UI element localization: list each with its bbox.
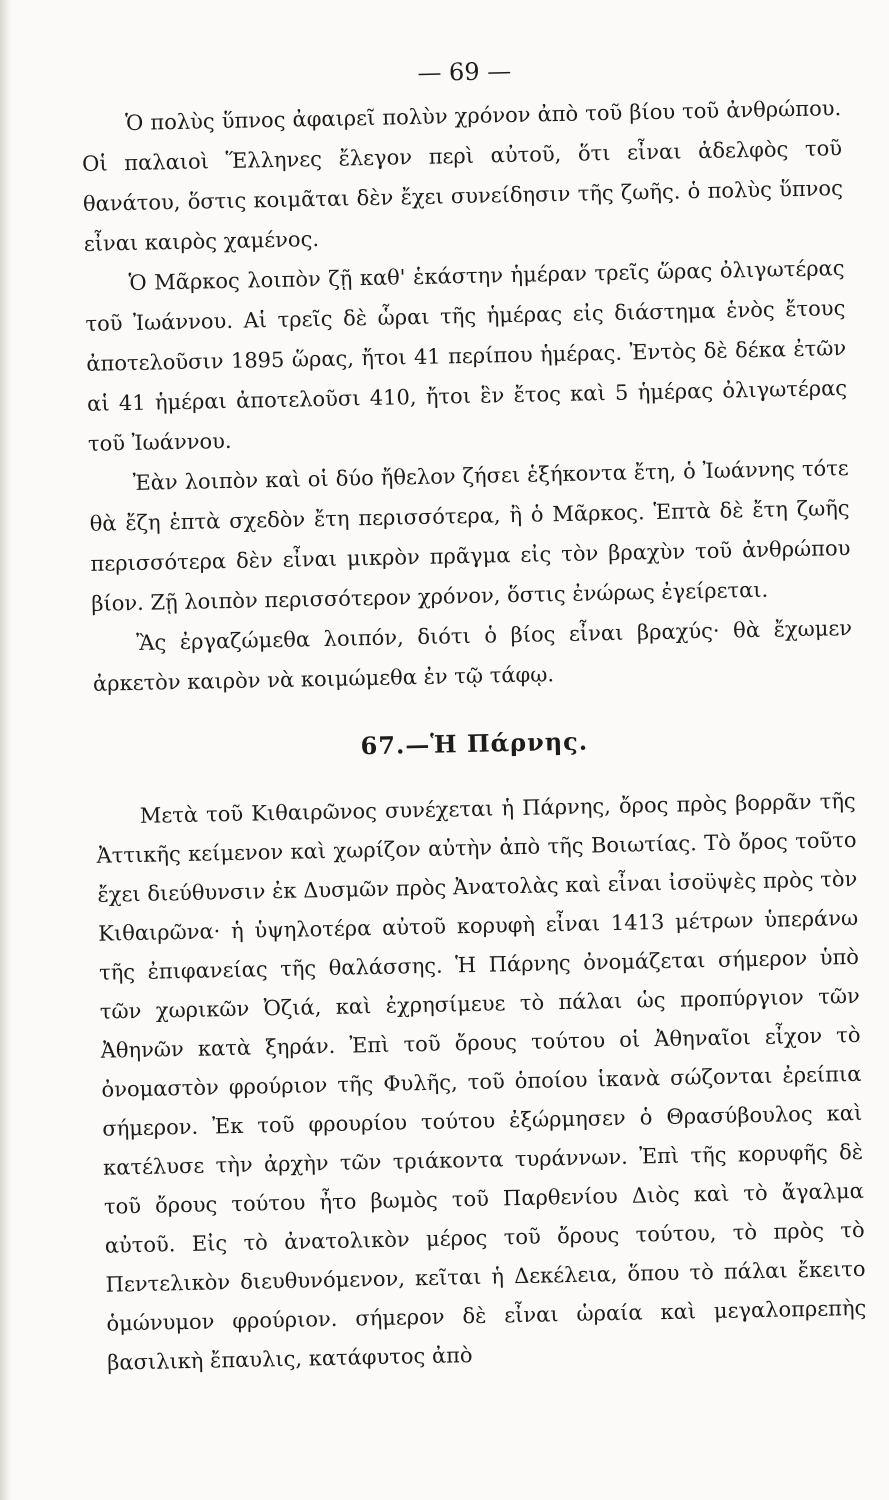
paragraph: Ὁ πολὺς ὕπνος ἀφαιρεῖ πολὺν χρόνον ἀπὸ τοῦ βίου τοῦ ἀνθρώπου. Οἱ παλαιοὶ Ἕλληνες ἔλεγον περὶ αὐτοῦ, ὅτι εἶναι ἀδελφὸς τοῦ θανάτου, ὅστις κοιμᾶται δὲν ἔχει συνείδησιν τῆς ζωῆς. ὁ πολὺς ὕπνος εἶναι καιρὸς χαμένος. [81,96,844,256]
page-binding-shadow [0,0,12,1500]
section-heading: 67.—Ἡ Πάρνης. [360,726,589,761]
paragraph: Ἂς ἐργαζώμεθα λοιπόν, διότι ὁ βίος εἶναι βραχύς· θὰ ἔχωμεν ἀρκετὸν καιρὸν νὰ κοιμώμεθα ἐν τῷ τάφῳ. [92,615,853,696]
page-content [80,46,867,1383]
top-text-block [81,88,853,704]
paragraph: Μετὰ τοῦ Κιθαιρῶνος συνέχεται ἡ Πάρνης, ὄρος πρὸς βορρᾶν τῆς Ἀττικῆς κείμενον καὶ χωρίζον αὐτὴν ἀπὸ τῆς Βοιωτίας. Τὸ ὄρος τοῦτο ἔχει διεύθυνσιν ἐκ Δυσμῶν πρὸς Ἀνατολὰς καὶ εἶναι ἰσοϋψὲς πρὸς τὸν Κιθαιρῶνα· ἡ ὑψηλοτέρα αὐτοῦ κορυφὴ εἶναι 1413 μέτρων ὑπεράνω τῆς ἐπιφανείας τῆς θαλάσσης. Ἡ Πάρνης ὀνομάζεται σήμερον ὑπὸ τῶν χωρικῶν Ὀζιά, καὶ ἐχρησίμευε τὸ πάλαι ὡς προπύργιον τῶν Ἀθηνῶν κατὰ ξηράν. Ἐπὶ τοῦ ὄρους τούτου οἱ Ἀθηναῖοι εἶχον τὸ ὀνομαστὸν φρούριον τῆς Φυλῆς, τοῦ ὁποίου ἱκανὰ σώζονται ἐρείπια σήμερον. Ἐκ τοῦ φρουρίου τούτου ἐξώρμησεν ὁ Θρασύβουλος καὶ κατέλυσε τὴν ἀρχὴν τῶν τριάκοντα τυράννων. Ἐπὶ τῆς κορυφῆς δὲ τοῦ ὄρους τούτου ἦτο βωμὸς τοῦ Παρθενίου Διὸς καὶ τὸ ἄγαλμα αὐτοῦ. Εἰς τὸ ἀνατολικὸν μέρος τοῦ ὄρους τούτου, τὸ πρὸς τὸ Πεντελικὸν διευθυνόμενον, κεῖται ἡ Δεκέλεια, ὅπου τὸ πάλαι ἔκειτο ὁμώνυμον φρούριον. σήμερον δὲ εἶναι ὡραία καὶ μεγαλοπρεπὴς βασιλικὴ ἔπαυλις, κατάφυτος ἀπὸ [96,788,867,1375]
section-text-block [95,782,867,1383]
page-number: — 69 — [417,56,512,87]
paragraph: Ὁ Μᾶρκος λοιπὸν ζῇ καθ' ἑκάστην ἡμέραν τρεῖς ὥρας ὀλιγωτέρας τοῦ Ἰωάννου. Αἱ τρεῖς δὲ ὧραι τῆς ἡμέρας εἰς διάστημα ἑνὸς ἔτους ἀποτελοῦσιν 1895 ὥρας, ἤτοι 41 περίπου ἡμέρας. Ἐντὸς δὲ δέκα ἐτῶν αἱ 41 ἡμέραι ἀποτελοῦσι 410, ἤτοι ἓν ἔτος καὶ 5 ἡμέρας ὀλιγωτέρας τοῦ Ἰωάννου. [85,256,848,456]
paragraph: Ἐὰν λοιπὸν καὶ οἱ δύο ἤθελον ζήσει ἑξήκοντα ἔτη, ὁ Ἰωάννης τότε θὰ ἔζη ἑπτὰ σχεδὸν ἔτη περισσότερα, ἢ ὁ Μᾶρκος. Ἑπτὰ δὲ ἔτη ζωῆς περισσότερα δὲν εἶναι μικρὸν πρᾶγμα εἰς τὸν βραχὺν τοῦ ἀνθρώπου βίον. Ζῇ λοιπὸν περισσότερον χρόνον, ὅστις ἐνώρως ἐγείρεται. [89,455,851,616]
